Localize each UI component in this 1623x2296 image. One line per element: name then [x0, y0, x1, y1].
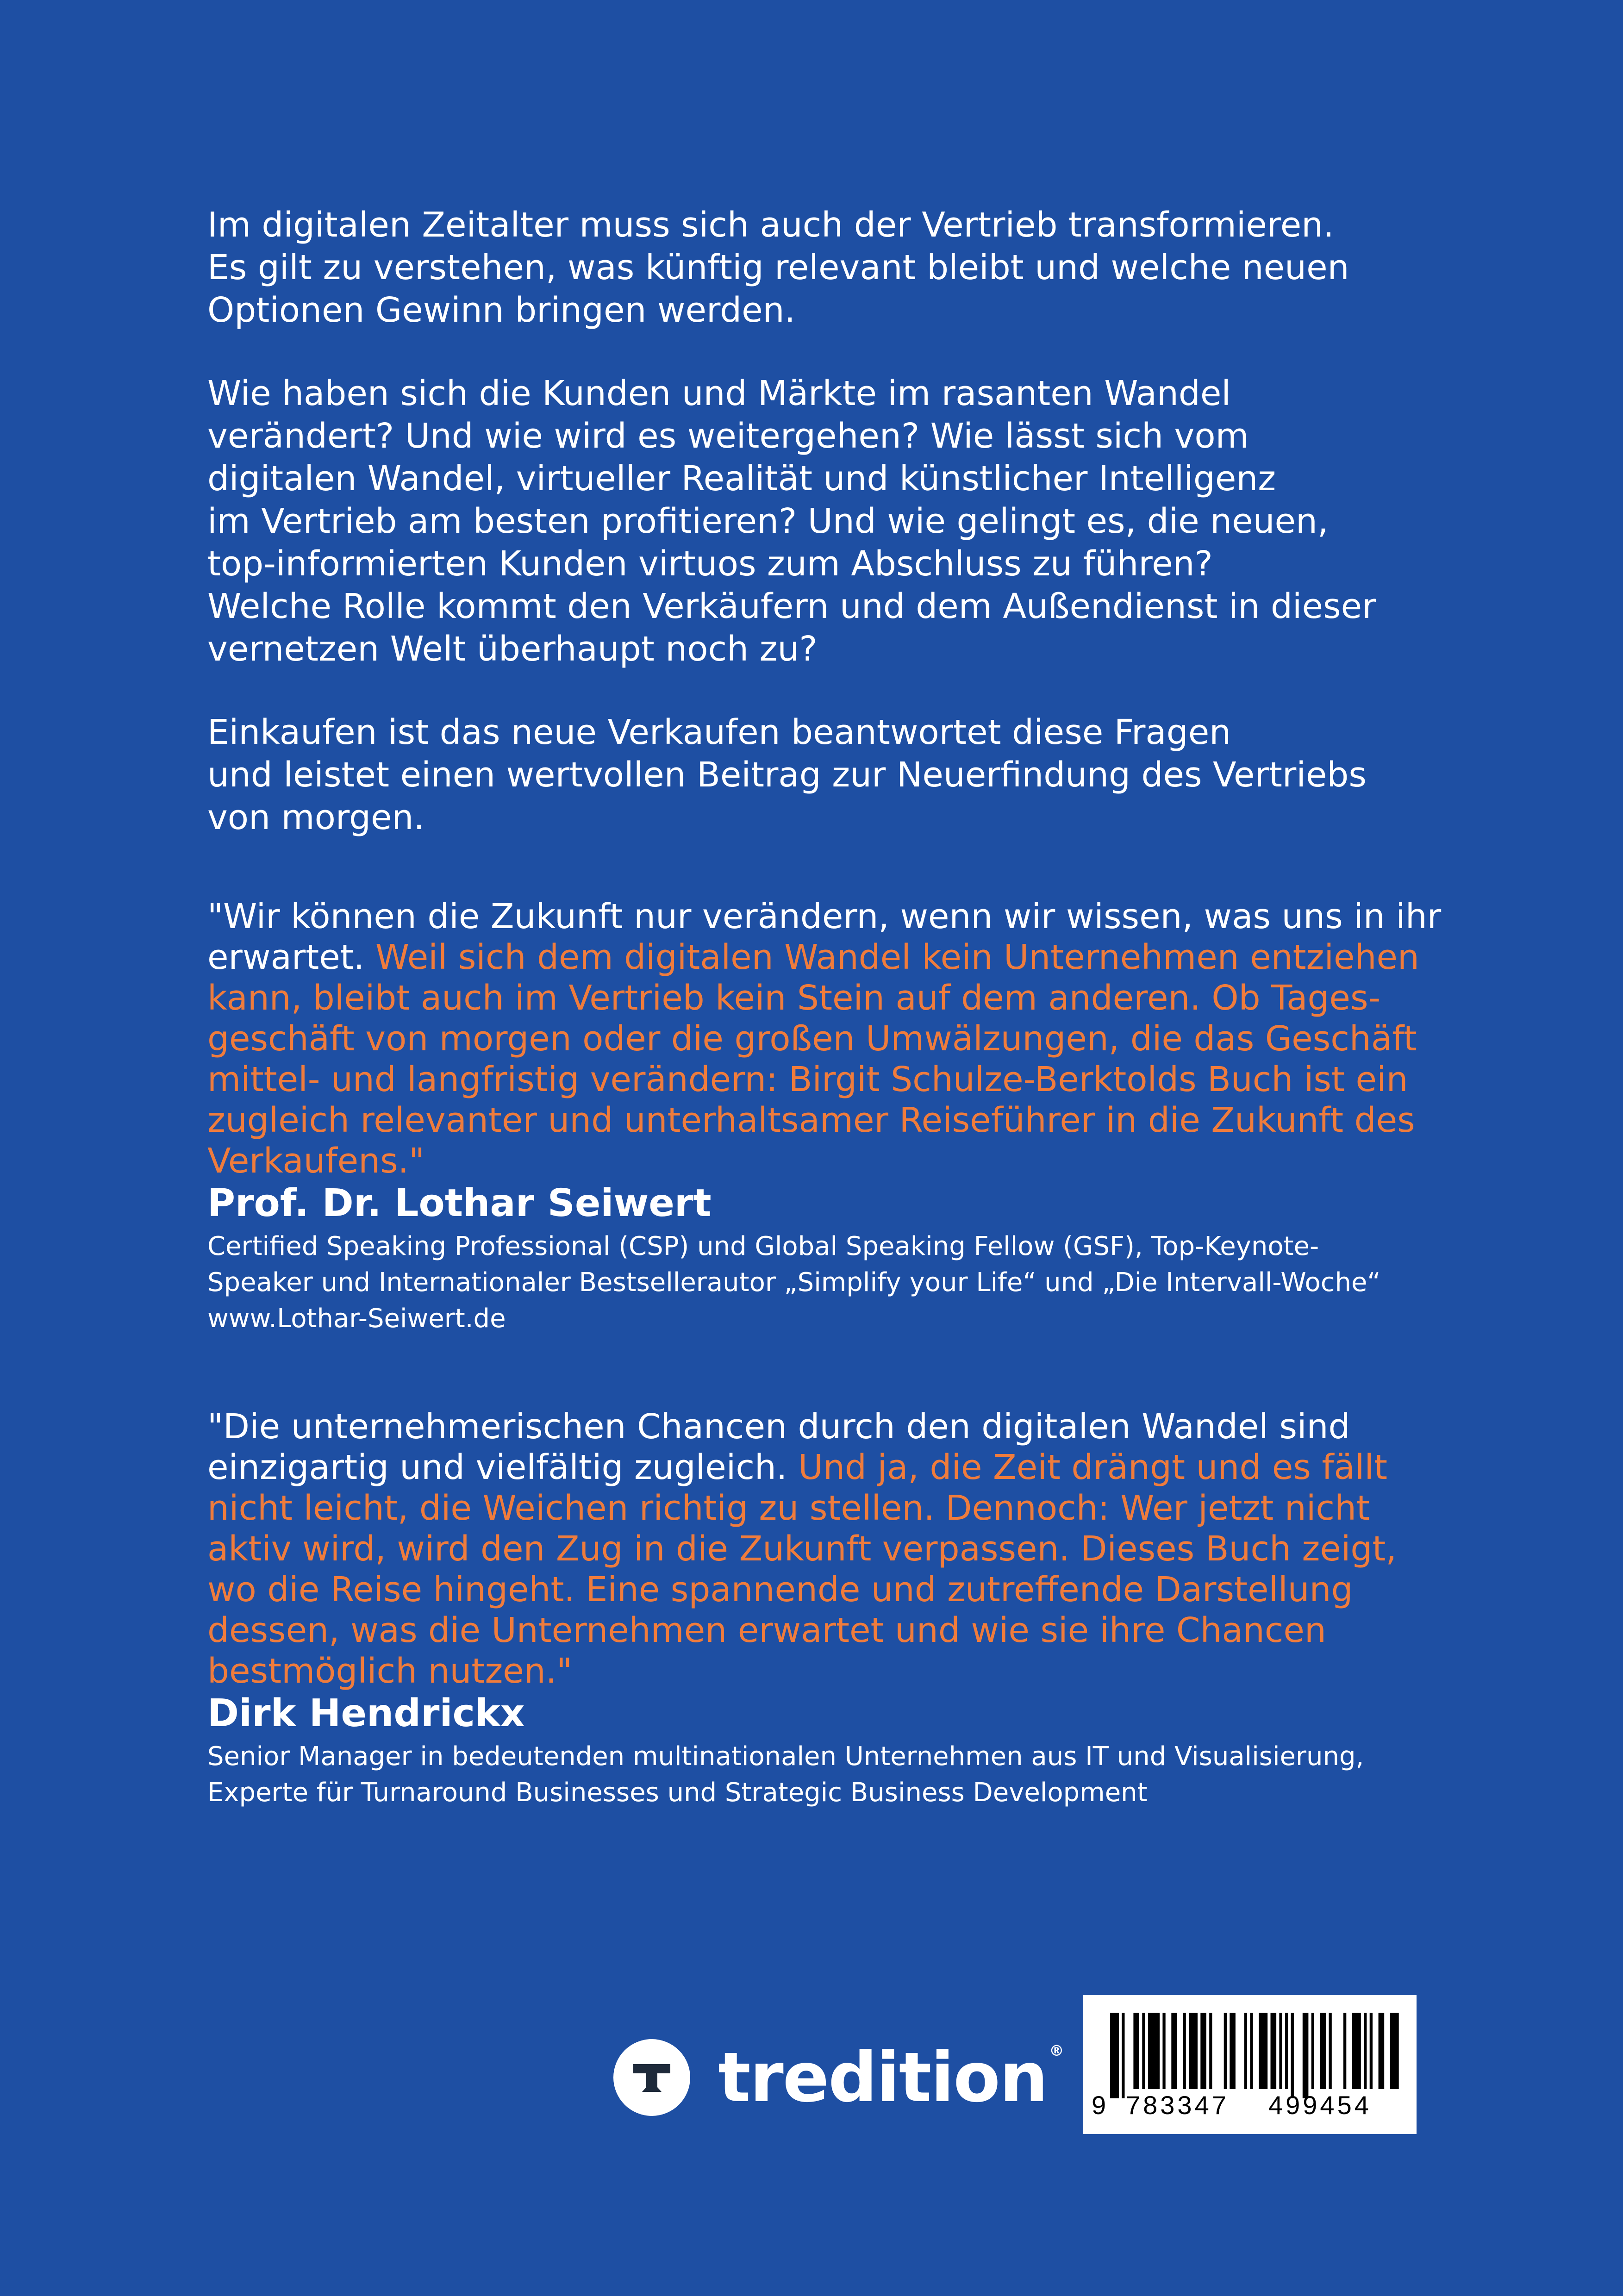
barcode-bar — [1183, 2013, 1186, 2089]
quote-hendrickx-white: "Die unternehmerischen Chancen durch den digitalen Wandel sind einzigartig und vielfältig zugleich. — [207, 1407, 1350, 1487]
barcode-bar — [1162, 2013, 1165, 2089]
publisher-logo — [613, 2039, 1063, 2116]
barcode-bar — [1133, 2013, 1139, 2089]
barcode-bar — [1244, 2013, 1247, 2089]
barcode-bar — [1329, 2013, 1332, 2089]
barcode-bar — [1279, 2013, 1282, 2089]
barcode-group-1: 783347 — [1126, 2090, 1229, 2120]
barcode-bar — [1250, 2013, 1253, 2089]
barcode-bar — [1343, 2013, 1346, 2089]
intro-paragraph-3: Einkaufen ist das neue Verkaufen beantwortet diese Fragen und leistet einen wertvollen Beitrag zur Neuerfindung des Vertriebs von morgen. — [207, 712, 1367, 837]
quote-hendrickx-highlight: Und ja, die Zeit drängt und es fällt nicht leicht, die Weichen richtig zu stellen. Dennoch: Wer jetzt nicht aktiv wird, wird den Zug in die Zukunft verpassen. Dieses Buch zeigt, wo die Reise hingeht. Eine spannende und zutreffende Darstellung dessen, was die Unternehmen erwartet und wie sie ihre Chancen bestmöglich nutzen." — [207, 1447, 1397, 1691]
intro-paragraph-2: Wie haben sich die Kunden und Märkte im rasanten Wandel verändert? Und wie wird es weitergehen? Wie lässt sich vom digitalen Wandel, virtueller Realität und künstlicher Intelligenz im Vertrieb am besten profitieren? Und wie gelingt es, die neuen, top-informierten Kunden virtuos zum Abschluss zu führen? Welche Rolle kommt den Verkäufern und dem Außendienst in dieser vernetzen Welt überhaupt noch zu? — [207, 374, 1376, 669]
isbn-barcode — [1083, 1995, 1417, 2134]
publisher-name — [718, 2038, 1063, 2117]
barcode-bar — [1285, 2013, 1288, 2089]
barcode-bar — [1110, 2013, 1119, 2098]
barcode-bar — [1142, 2013, 1145, 2089]
intro-paragraph-1: Im digitalen Zeitalter muss sich auch der Vertrieb transformieren. Es gilt zu verstehen, was künftig relevant bleibt und welche neuen Optionen Gewinn bringen werden. — [207, 205, 1349, 330]
barcode-bar — [1122, 2013, 1124, 2098]
quote-hendrickx-role: Senior Manager in bedeutenden multinationalen Unternehmen aus IT und Visualisierung, Experte für Turnaround Businesses und Strategic Business Development — [207, 1741, 1364, 1808]
registered-mark: ® — [1049, 2042, 1063, 2059]
barcode-bar — [1200, 2013, 1206, 2089]
tredition-logo-icon — [613, 2039, 690, 2116]
quote-hendrickx — [207, 1406, 1457, 1691]
barcode-bar — [1352, 2013, 1361, 2089]
barcode-bar — [1271, 2013, 1277, 2089]
quote-seiwert-highlight: Weil sich dem digitalen Wandel kein Unternehmen entziehen kann, bleibt auch im Vertrieb kein Stein auf dem anderen. Ob Tages- geschäft von morgen oder die großen Umwälzungen, die das Geschäft mittel- und langfristig verändern: Birgit Schulze-Berktolds Buch ist ein zugleich relevanter und unterhaltsamer Reiseführer in die Zukunft des Verkaufens." — [207, 937, 1419, 1181]
barcode-bar — [1171, 2013, 1177, 2089]
barcode-bar — [1291, 2013, 1294, 2098]
barcode-bar — [1303, 2013, 1309, 2098]
publisher-name-text: tredition — [718, 2038, 1048, 2117]
barcode-bar — [1320, 2013, 1326, 2089]
barcode-bar — [1189, 2013, 1198, 2089]
barcode-bar — [1148, 2013, 1160, 2089]
barcode-bar — [1230, 2013, 1236, 2089]
barcode-bar — [1364, 2013, 1367, 2089]
quote-seiwert-white: "Wir können die Zukunft nur verändern, wenn wir wissen, was uns in ihr erwartet. — [207, 897, 1442, 977]
quote-hendrickx-author: Dirk Hendrickx — [207, 1691, 525, 1735]
barcode-bar — [1311, 2013, 1314, 2089]
barcode-bar — [1370, 2013, 1373, 2089]
barcode-bar — [1379, 2013, 1385, 2089]
quote-seiwert — [207, 896, 1457, 1181]
barcode-first-digit: 9 — [1092, 2090, 1106, 2120]
barcode-bar — [1209, 2013, 1212, 2089]
quote-seiwert-author: Prof. Dr. Lothar Seiwert — [207, 1181, 712, 1225]
barcode-bar — [1390, 2013, 1399, 2089]
back-cover-text — [207, 204, 1457, 1811]
barcode-bar — [1259, 2013, 1267, 2089]
barcode-bar — [1224, 2013, 1227, 2089]
quote-seiwert-role: Certified Speaking Professional (CSP) und Global Speaking Fellow (GSF), Top-Keynote- Speaker und Internationaler Bestsellerautor „Simplify your Life“ und „Die Intervall-Woche“ www.Lothar-Seiwert.de — [207, 1231, 1381, 1334]
barcode-group-2: 499454 — [1268, 2090, 1372, 2120]
